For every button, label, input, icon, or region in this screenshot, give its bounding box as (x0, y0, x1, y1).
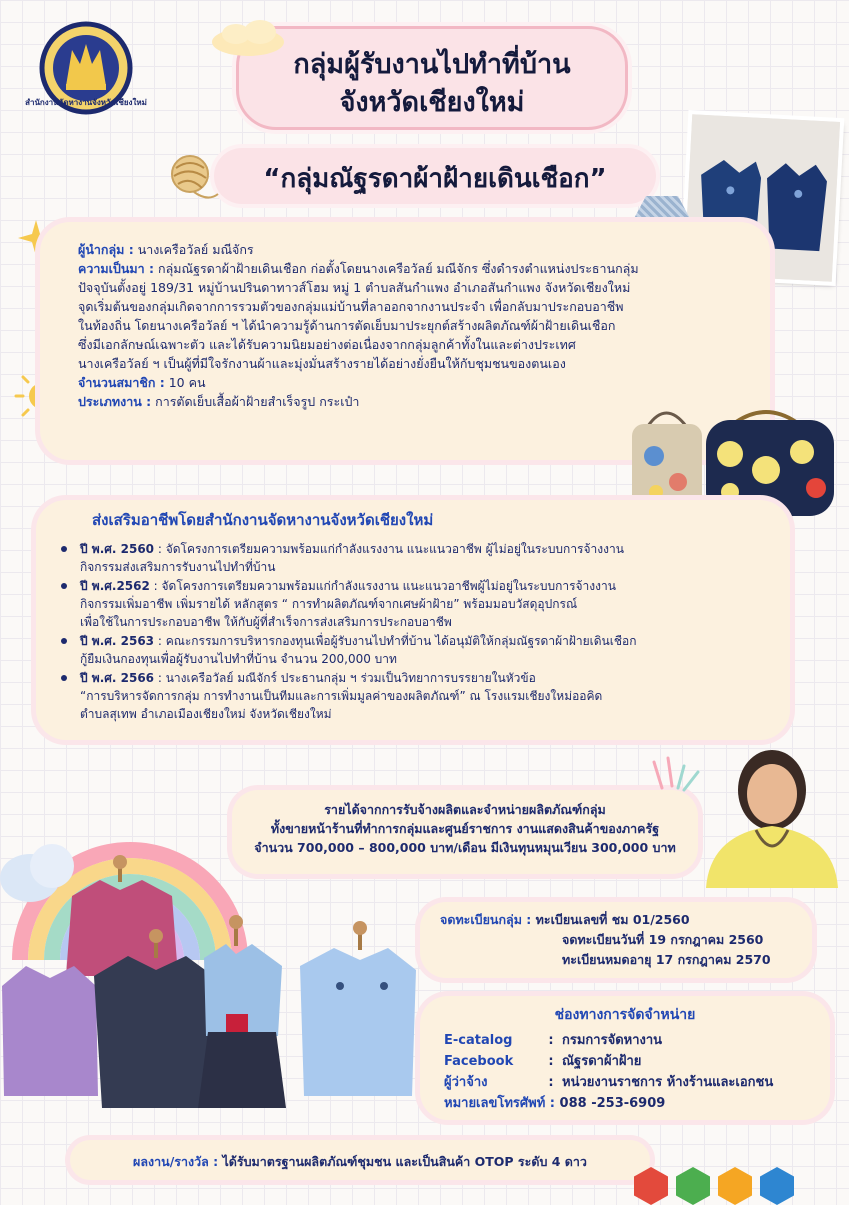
channel-value: หน่วยงานราชการ ห้างร้านและเอกชน (562, 1075, 774, 1090)
promotion-text: นางเครือวัลย์ มณีจักร์ ประธานกลุ่ม ฯ ร่วมเป็นวิทยาการบรรยายในหัวข้อ (165, 671, 536, 685)
income-line: ทั้งขายหน้าร้านที่ทำการกลุ่มและศูนย์ราชการ งานแสดงสินค้าของภาครัฐ (270, 821, 660, 836)
channel-row: ผู้ว่าจ้าง : หน่วยงานราชการ ห้างร้านและเอกชน (444, 1072, 824, 1093)
promotion-year: ปี พ.ศ. 2560 (80, 542, 155, 556)
history-line: ในท้องถิ่น โดยนางเครือวัลย์ ฯ ได้นำความรู้ด้านการตัดเย็บมาประยุกต์สร้างผลิตภัณฑ์ผ้าฝ้ายเดินเชือก (78, 318, 616, 333)
logo-caption: สำนักงานจัดหางานจังหวัดเชียงใหม่ (25, 98, 147, 107)
history-line: กลุ่มณัฐรดาผ้าฝ้ายเดินเชือก ก่อตั้งโดยนางเครือวัลย์ มณีจักร ซึ่งดำรงตำแหน่งประธานกลุ่ม (158, 261, 639, 276)
registration-line: ทะเบียนเลขที่ ชม 01/2560 (535, 912, 690, 927)
star-icon (644, 756, 714, 796)
history-line: จุดเริ่มต้นของกลุ่มเกิดจากการรวมตัวของกลุ่มแม่บ้านที่ลาออกจากงานประจำ เพื่อกลับมาประกอบอาชีพ (78, 299, 624, 314)
header-line2: จังหวัดเชียงใหม่ (339, 87, 525, 118)
income-line: จำนวน 700,000 – 800,000 บาท/เดือน มีเงินทุนหมุนเวียน 300,000 บาท (254, 840, 676, 855)
leader-label: ผู้นำกลุ่ม : (78, 242, 134, 257)
history-line: ซึ่งมีเอกลักษณ์เฉพาะตัว และได้รับความนิยมอย่างต่อเนื่องจากกลุ่มลูกค้าทั้งในและต่างประเทศ (78, 337, 576, 352)
channels-list (444, 1030, 824, 1114)
channel-label: Facebook (444, 1054, 514, 1069)
channel-label: ผู้ว่าจ้าง (444, 1075, 488, 1090)
yarn-icon (164, 150, 220, 206)
promotion-title: ส่งเสริมอาชีพโดยสำนักงานจัดหางานจังหวัดเชียงใหม่ (92, 511, 434, 529)
profile-content (78, 240, 768, 411)
phone-value[interactable]: 088 -253-6909 (559, 1096, 666, 1111)
income-line: รายได้จากการรับจ้างผลิตและจำหน่ายผลิตภัณฑ์กลุ่ม (324, 802, 606, 817)
registration-label: จดทะเบียนกลุ่ม : (440, 912, 532, 927)
clothes-photo (0, 846, 420, 1124)
promotion-text: กิจกรรมส่งเสริมการรับงานไปทำที่บ้าน (80, 560, 276, 574)
channel-value[interactable]: ณัฐรดาผ้าฝ้าย (562, 1054, 642, 1069)
registration-line: ทะเบียนหมดอายุ 17 กรกฎาคม 2570 (562, 952, 771, 967)
cloud-icon (208, 18, 288, 58)
gem-icon (760, 1167, 794, 1205)
gem-icon (676, 1167, 710, 1205)
channel-row: Facebook : ณัฐรดาผ้าฝ้าย (444, 1051, 824, 1072)
phone-label: หมายเลขโทรศัพท์ : (444, 1096, 556, 1111)
header-line1: กลุ่มผู้รับงานไปทำที่บ้าน (293, 49, 571, 80)
award-label: ผลงาน/รางวัล : (133, 1154, 219, 1169)
promotion-year: ปี พ.ศ. 2563 (80, 634, 155, 648)
promotion-item: ปี พ.ศ.2562 : จัดโครงการเตรียมความพร้อมแก่กำลังแรงงาน แนะแนวอาชีพผู้ไม่อยู่ในระบบการจ้างงาน กิจกรรมเพิ่มอาชีพ เพิ่มรายได้ หลักสูตร “ การทำผลิตภัณฑ์จากเศษผ้าฝ้าย” พร้อมมอบวัสดุอุปกรณ์ เพื่อใช้ในการประกอบอาชีพ ให้กับผู้ที่สำเร็จการส่งเสริมการประกอบอาชีพ (58, 577, 788, 631)
history-line: ปัจจุบันตั้งอยู่ 189/31 หมู่บ้านปรินดาทาวส์โฮม หมู่ 1 ตำบลสันกำแพง อำเภอสันกำแพง จังหวัดเชียงใหม่ (78, 280, 631, 295)
promotion-text: กู้ยืมเงินกองทุนเพื่อผู้รับงานไปทำที่บ้าน จำนวน 200,000 บาท (80, 652, 397, 666)
channel-label: E-catalog (444, 1033, 513, 1048)
promotion-item: ปี พ.ศ. 2566 : นางเครือวัลย์ มณีจักร์ ประธานกลุ่ม ฯ ร่วมเป็นวิทยาการบรรยายในหัวข้อ “การบริหารจัดการกลุ่ม การทำงานเป็นทีมและการเพิ่มมูลค่าของผลิตภัณฑ์” ณ โรงแรมเชียงใหม่ออคิด ตำบลสุเทพ อำเภอเมืองเชียงใหม่ จังหวัดเชียงใหม่ (58, 669, 788, 723)
worktype-value: การตัดเย็บเสื้อผ้าฝ้ายสำเร็จรูป กระเป๋า (155, 394, 360, 409)
members-label: จำนวนสมาชิก : (78, 375, 165, 390)
promotion-text: คณะกรรมการบริหารกองทุนเพื่อผู้รับงานไปทำที่บ้าน ได้อนุมัติให้กลุ่มณัฐรดาผ้าฝ้ายเดินเชือก (165, 634, 637, 648)
award-value: ได้รับมาตรฐานผลิตภัณฑ์ชุมชน และเป็นสินค้า OTOP ระดับ 4 ดาว (222, 1154, 587, 1169)
promotion-text: จัดโครงการเตรียมความพร้อมแก่กำลังแรงงาน แนะแนวอาชีพผู้ไม่อยู่ในระบบการจ้างงาน (161, 579, 616, 593)
channel-row: E-catalog : กรมการจัดหางาน (444, 1030, 824, 1051)
group-name: “กลุ่มณัฐรดาผ้าฝ้ายเดินเชือก” (263, 164, 607, 194)
promotion-text: จัดโครงการเตรียมความพร้อมแก่กำลังแรงงาน แนะแนวอาชีพ ผู้ไม่อยู่ในระบบการจ้างงาน (165, 542, 624, 556)
leader-photo (700, 730, 840, 888)
history-line: นางเครือวัลย์ ฯ เป็นผู้ที่มีใจรักงานผ้าและมุ่งมั่นสร้างรายได้อย่างยั่งยืนให้กับชุมชนของตนเอง (78, 356, 566, 371)
promotion-year: ปี พ.ศ.2562 (80, 579, 150, 593)
promotion-item: ปี พ.ศ. 2560 : จัดโครงการเตรียมความพร้อมแก่กำลังแรงงาน แนะแนวอาชีพ ผู้ไม่อยู่ในระบบการจ้างงาน กิจกรรมส่งเสริมการรับงานไปทำที่บ้าน (58, 540, 788, 576)
channel-value[interactable]: กรมการจัดหางาน (562, 1033, 663, 1048)
history-label: ความเป็นมา : (78, 261, 155, 276)
gem-icon (718, 1167, 752, 1205)
leader-value: นางเครือวัลย์ มณีจักร (137, 242, 254, 257)
registration-line: จดทะเบียนวันที่ 19 กรกฎาคม 2560 (562, 932, 764, 947)
promotion-text: ตำบลสุเทพ อำเภอเมืองเชียงใหม่ จังหวัดเชียงใหม่ (80, 707, 332, 721)
promotion-year: ปี พ.ศ. 2566 (80, 671, 155, 685)
phone-row (444, 1093, 824, 1114)
channels-title: ช่องทางการจัดจำหน่าย (554, 1007, 696, 1023)
promotion-text: เพื่อใช้ในการประกอบอาชีพ ให้กับผู้ที่สำเร็จการส่งเสริมการประกอบอาชีพ (80, 615, 452, 629)
promotion-item: ปี พ.ศ. 2563 : คณะกรรมการบริหารกองทุนเพื่อผู้รับงานไปทำที่บ้าน ได้อนุมัติให้กลุ่มณัฐรดาผ้าฝ้ายเดินเชือก กู้ยืมเงินกองทุนเพื่อผู้รับงานไปทำที่บ้าน จำนวน 200,000 บาท (58, 632, 788, 668)
worktype-label: ประเภทงาน : (78, 394, 152, 409)
award-content (70, 1152, 650, 1172)
promotion-text: “การบริหารจัดการกลุ่ม การทำงานเป็นทีมและการเพิ่มมูลค่าของผลิตภัณฑ์” ณ โรงแรมเชียงใหม่ออคิด (80, 689, 603, 703)
registration-content (440, 910, 800, 970)
members-value: 10 คน (168, 375, 206, 390)
promotion-list (58, 540, 788, 724)
promotion-text: กิจกรรมเพิ่มอาชีพ เพิ่มรายได้ หลักสูตร “ การทำผลิตภัณฑ์จากเศษผ้าฝ้าย” พร้อมมอบวัสดุอุปกรณ์ (80, 597, 578, 611)
